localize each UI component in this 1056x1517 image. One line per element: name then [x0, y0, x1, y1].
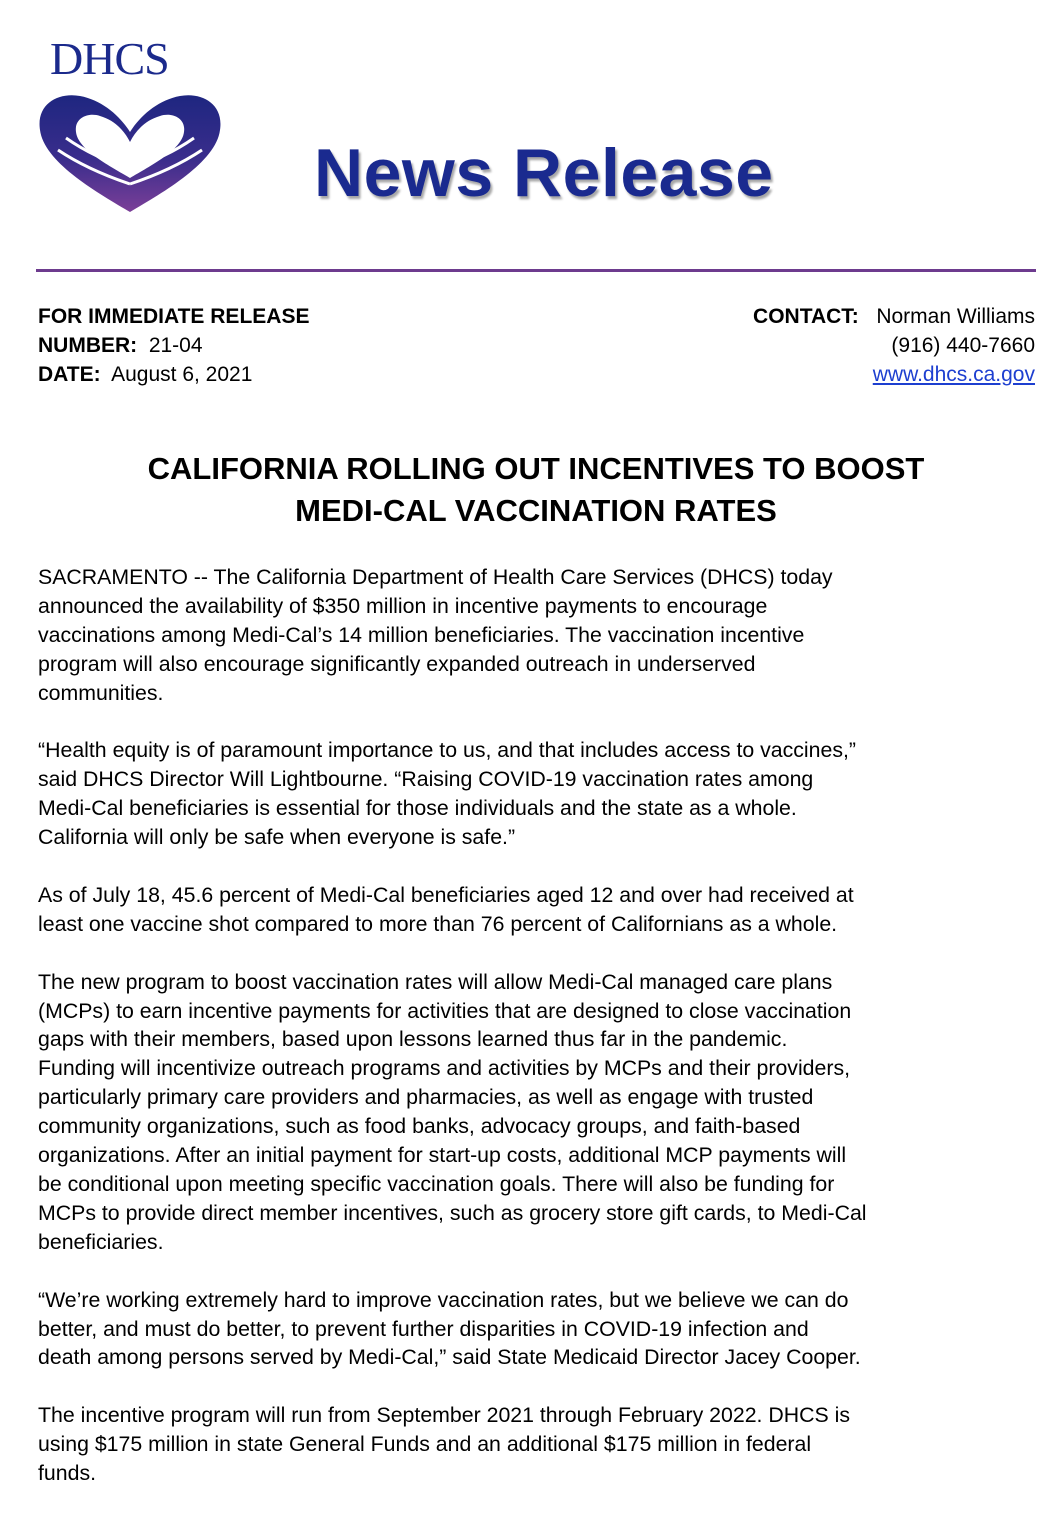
paragraph-1: SACRAMENTO -- The California Department of Health Care Services (DHCS) today announced the availability of $350 million in incentive payments to encourage vaccinations among Medi-Cal’s 14 million beneficiaries. The vaccination incentive program will also encourage significantly expanded outreach in underserved communities.	[38, 565, 833, 705]
logo-text: DHCS	[50, 33, 169, 84]
contact-name: CONTACT: Norman Williams	[753, 305, 1035, 328]
headline-text: CALIFORNIA ROLLING OUT INCENTIVES TO BOOST MEDI-CAL VACCINATION RATES	[147, 451, 925, 528]
article-body	[38, 563, 1028, 1517]
paragraph-3: As of July 18, 45.6 percent of Medi-Cal beneficiaries aged 12 and over had received at least one vaccine shot compared to more than 76 percent of Californians as a whole.	[38, 882, 854, 936]
paragraph-2: “Health equity is of paramount importance to us, and that includes access to vaccines,” said DHCS Director Will Lightbourne. “Raising COVID-19 vaccination rates among Medi-Cal beneficiaries is essential for those individuals and the state as a whole. California will only be safe when everyone is safe.”	[38, 738, 856, 850]
contact-phone: (916) 440-7660	[891, 334, 1035, 357]
heart-hands-icon	[36, 92, 224, 214]
headline	[36, 448, 1036, 532]
page-title: News Release	[314, 135, 774, 211]
contact-info	[753, 302, 1035, 389]
header-divider	[36, 269, 1036, 272]
paragraph-5: “We’re working extremely hard to improve vaccination rates, but we believe we can do better, and must do better, to prevent further disparities in COVID-19 infection and death among persons served by Medi-Cal,” said State Medicaid Director Jacey Cooper.	[38, 1287, 861, 1370]
release-number: NUMBER: 21-04	[38, 334, 203, 357]
release-date: DATE: August 6, 2021	[38, 363, 253, 386]
release-type: FOR IMMEDIATE RELEASE	[38, 305, 310, 328]
paragraph-6: The incentive program will run from September 2021 through February 2022. DHCS is using $175 million in state General Funds and an additional $175 million in federal funds.	[38, 1403, 851, 1486]
dhcs-logo	[36, 30, 226, 215]
release-info	[38, 302, 309, 389]
website-link[interactable]: www.dhcs.ca.gov	[872, 363, 1035, 386]
paragraph-4: The new program to boost vaccination rates will allow Medi-Cal managed care plans (MCPs) to earn incentive payments for activities that are designed to close vaccination gaps with their members, based upon lessons learned thus far in the pandemic. Funding will incentivize outreach programs and activities by MCPs and their providers, particularly primary care providers and pharmacies, as well as engage with trusted community organizations, such as food banks, advocacy groups, and faith-based organizations. After an initial payment for start-up costs, additional MCP payments will be conditional upon meeting specific vaccination goals. There will also be funding for MCPs to provide direct member incentives, such as grocery store gift cards, to Medi-Cal beneficiaries.	[38, 969, 867, 1254]
